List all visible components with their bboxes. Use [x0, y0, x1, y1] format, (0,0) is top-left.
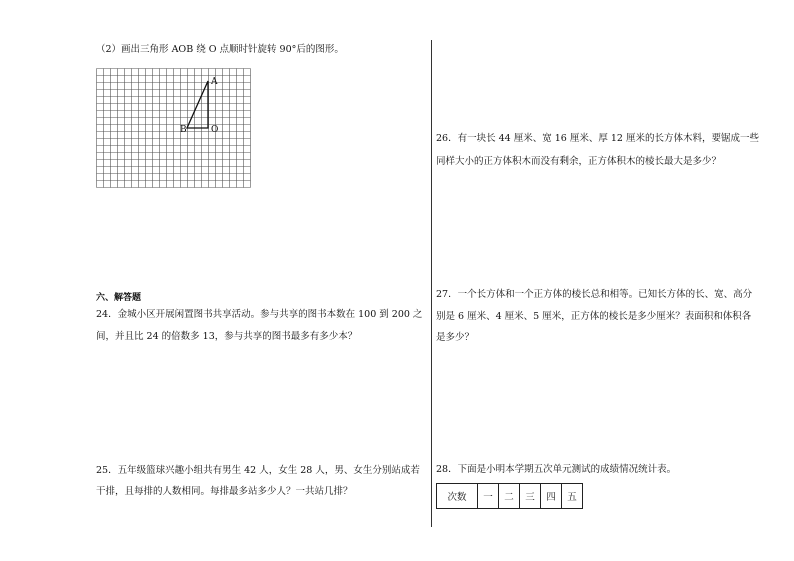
q24-line1: 24．金城小区开展闲置图书共享活动。参与共享的图书本数在 100 到 200 之: [96, 309, 423, 320]
q25-line1: 25．五年级篮球兴趣小组共有男生 42 人，女生 28 人，男、女生分别站成若: [96, 465, 420, 476]
q25-line2: 干排，且每排的人数相同。每排最多站多少人？一共站几排？: [96, 486, 353, 497]
q28-line1: 28．下面是小明本学期五次单元测试的成绩情况统计表。: [436, 464, 677, 475]
grid-label-o: O: [211, 125, 219, 135]
score-table: [436, 483, 583, 509]
table-header-cell: 三: [520, 484, 541, 509]
q23-part2-text: （2）画出三角形 AOB 绕 O 点顺时针旋转 90°后的图形。: [96, 44, 344, 55]
q27-line3: 是多少？: [436, 332, 475, 343]
grid-label-b: B: [180, 125, 187, 135]
q26-line2: 同样大小的正方体积木而没有剩余，正方体积木的棱长最大是多少？: [436, 156, 722, 167]
table-row: [437, 484, 583, 509]
q27-line1: 27．一个长方体和一个正方体的棱长总和相等。已知长方体的长、宽、高分: [436, 289, 753, 300]
triangle-aob: [187, 81, 208, 128]
table-header-cell: 五: [562, 484, 583, 509]
q27-line2: 别是 6 厘米、4 厘米、5 厘米，正方体的棱长是多少厘米？表面积和体积各: [436, 311, 752, 322]
table-header-cell: 一: [478, 484, 499, 509]
table-header-cell: 次数: [437, 484, 478, 509]
grid-label-a: A: [211, 77, 218, 87]
q24-line2: 间，并且比 24 的倍数多 13，参与共享的图书最多有多少本？: [96, 331, 358, 342]
column-divider: [431, 40, 432, 527]
rotation-grid: [96, 68, 252, 188]
q26-line1: 26．有一块长 44 厘米、宽 16 厘米、厚 12 厘米的长方体木料，要锯成一些: [436, 133, 759, 144]
table-header-cell: 四: [541, 484, 562, 509]
section-title: 六、解答题: [96, 293, 142, 303]
table-header-cell: 二: [499, 484, 520, 509]
